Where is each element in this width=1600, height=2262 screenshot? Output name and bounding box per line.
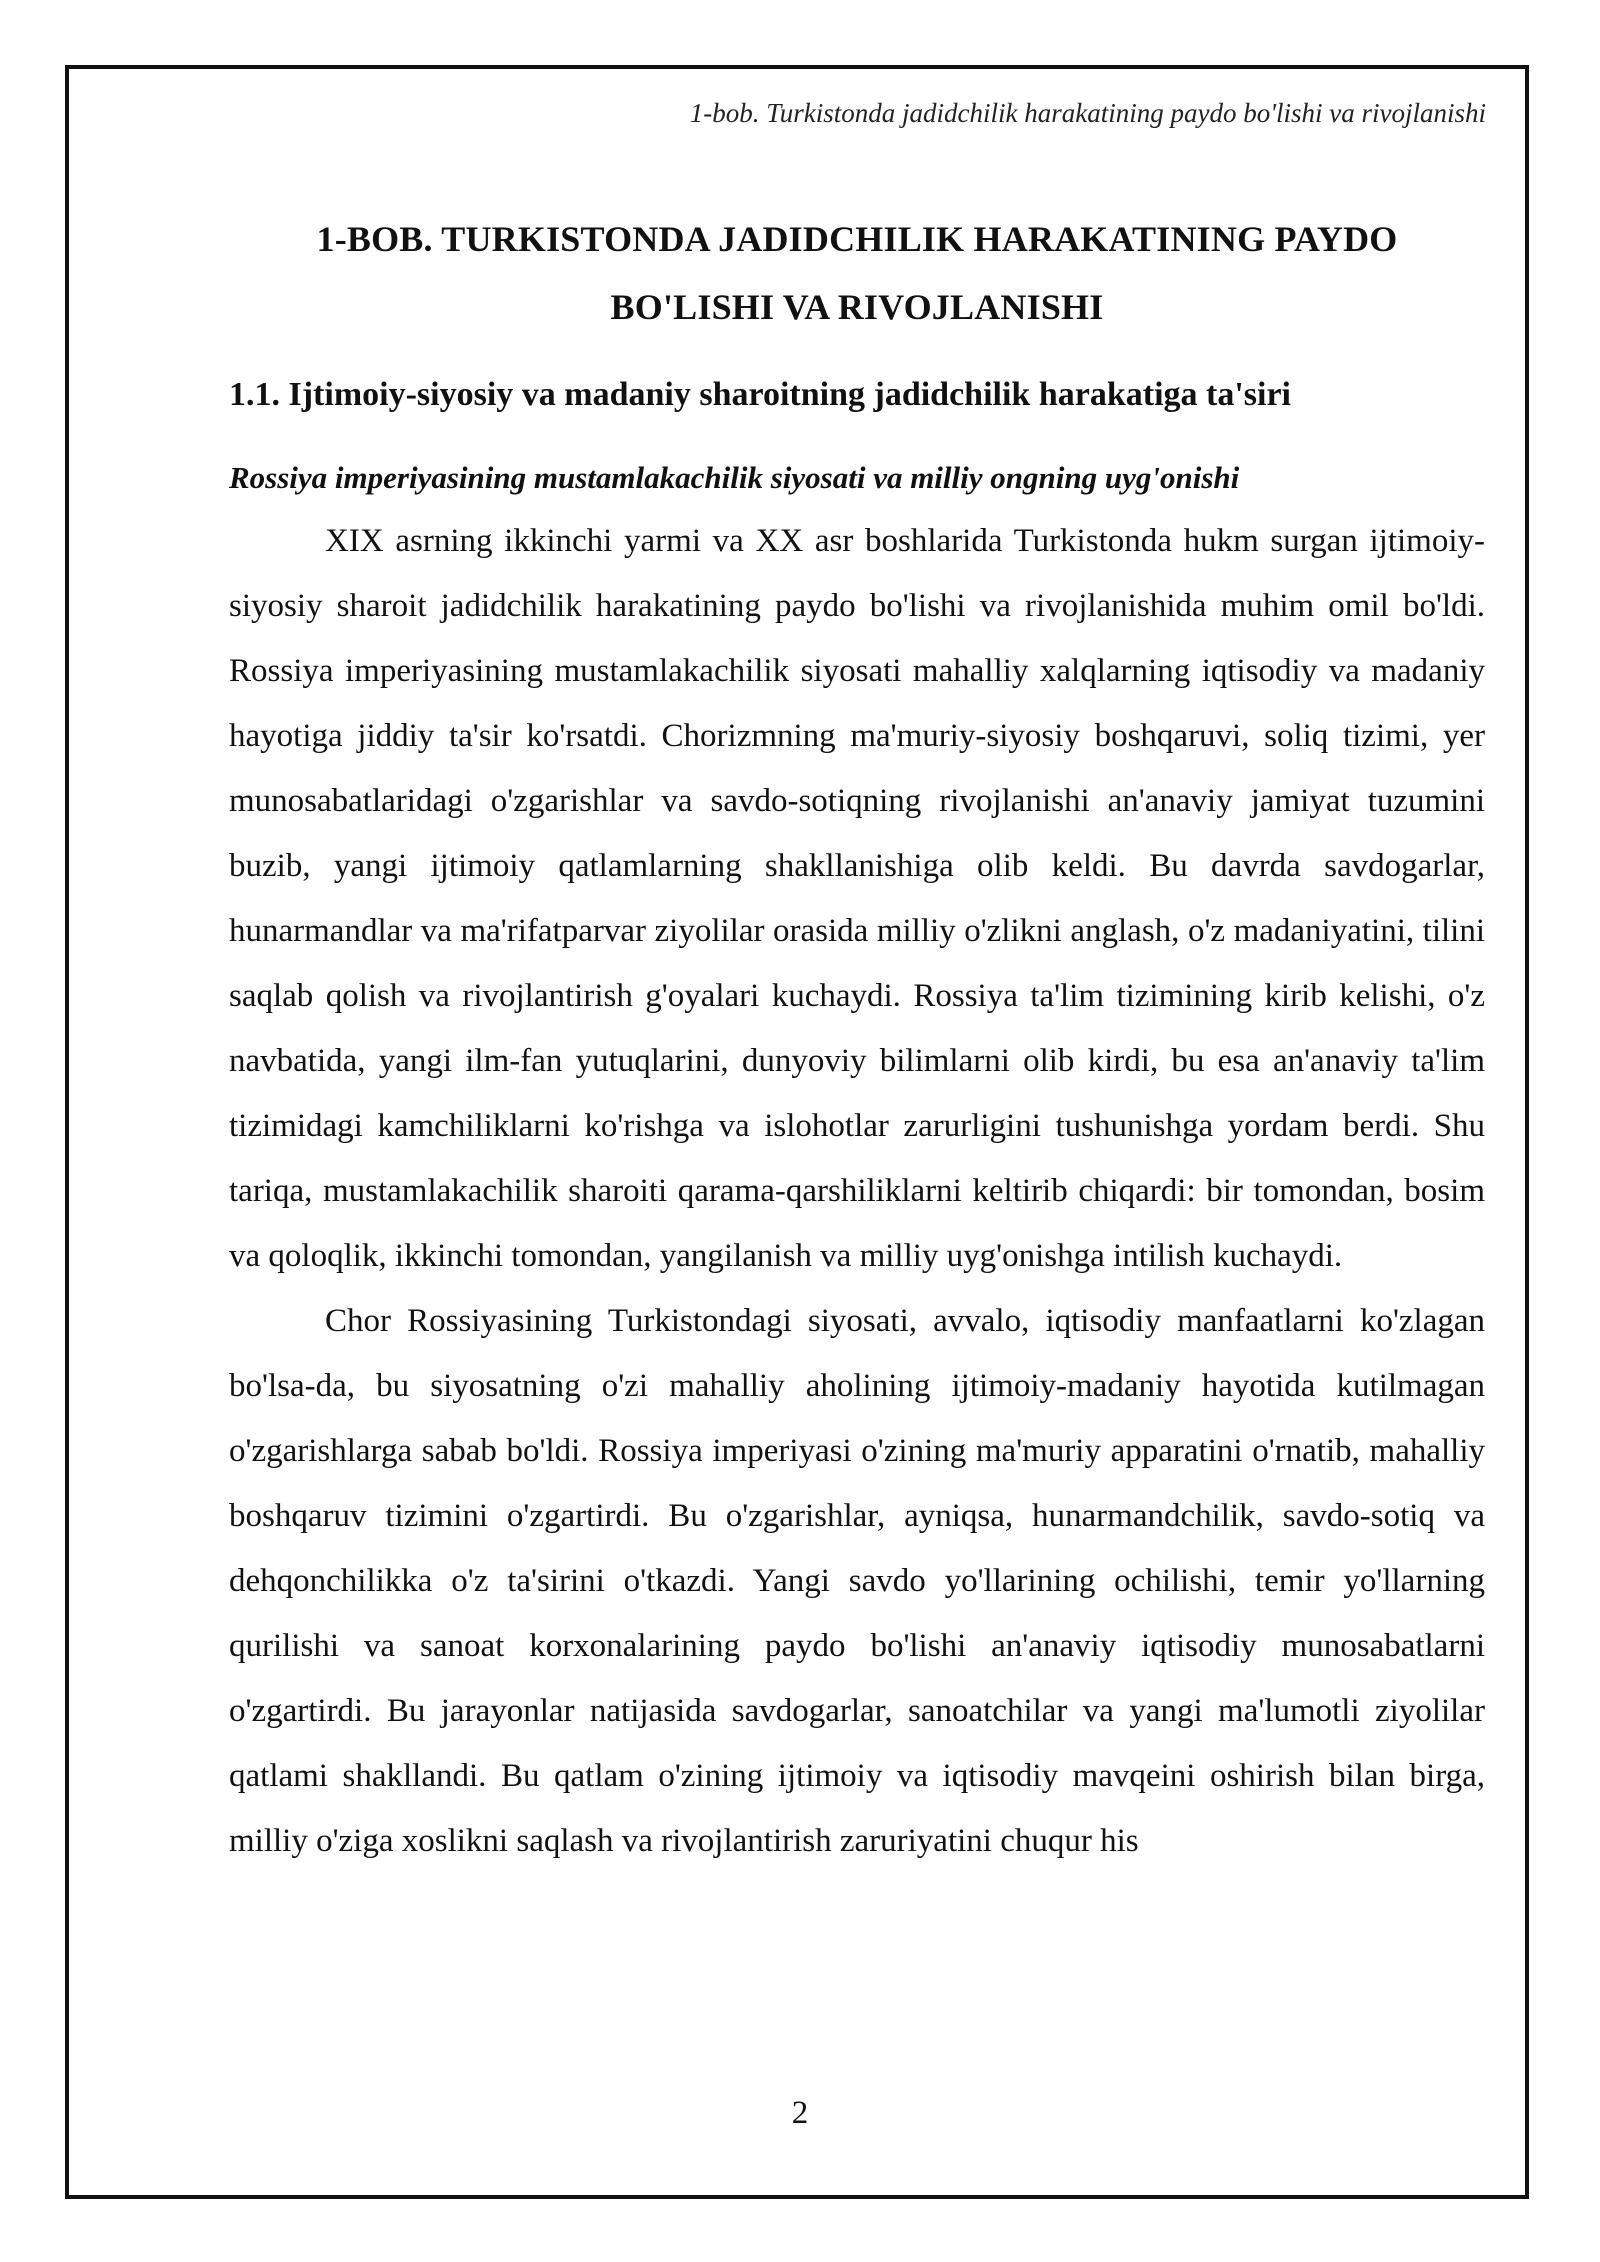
chapter-title-line-2: BO'LISHI VA RIVOJLANISHI (610, 287, 1104, 327)
subsection-title: Rossiya imperiyasining mustamlakachilik siyosati va milliy ongning uyg'onishi (229, 460, 1240, 495)
body-paragraph-2: Chor Rossiyasining Turkistondagi siyosati, avvalo, iqtisodiy manfaatlarni ko'zlagan bo'lsa-da, bu siyosatning o'zi mahalliy aholining ijtimoiy-madaniy hayotida kutilmagan o'zgarishlarga sabab bo'ldi. Rossiya imperiyasi o'zining ma'muriy apparatini o'rnatib, mahalliy boshqaruv tizimini o'zgartirdi. Bu o'zgarishlar, ayniqsa, hunarmandchilik, savdo-sotiq va dehqonchilikka o'z ta'sirini o'tkazdi. Yangi savdo yo'llarining ochilishi, temir yo'llarning qurilishi va sanoat korxonalarining paydo bo'lishi an'anaviy iqtisodiy munosabatlarni o'zgartirdi. Bu jarayonlar natijasida savdogarlar, sanoatchilar va yangi ma'lumotli ziyolilar qatlami shakllandi. Bu qatlam o'zining ijtimoiy va iqtisodiy mavqeini oshirish bilan birga, milliy o'ziga xoslikni saqlash va rivojlantirish zaruriyatini chuqur his (229, 1303, 1485, 1859)
running-header: 1-bob. Turkistonda jadidchilik harakatining paydo bo'lishi va rivojlanishi (689, 98, 1486, 128)
body-paragraph-1: XIX asrning ikkinchi yarmi va XX asr boshlarida Turkistonda hukm surgan ijtimoiy-siyosiy sharoit jadidchilik harakatining paydo bo'lishi va rivojlanishida muhim omil bo'ldi. Rossiya imperiyasining mustamlakachilik siyosati mahalliy xalqlarning iqtisodiy va madaniy hayotiga jiddiy ta'sir ko'rsatdi. Chorizmning ma'muriy-siyosiy boshqaruvi, soliq tizimi, yer munosabatlaridagi o'zgarishlar va savdo-sotiqning rivojlanishi an'anaviy jamiyat tuzumini buzib, yangi ijtimoiy qatlamlarning shakllanishiga olib keldi. Bu davrda savdogarlar, hunarmandlar va ma'rifatparvar ziyolilar orasida milliy o'zlikni anglash, o'z madaniyatini, tilini saqlab qolish va rivojlantirish g'oyalari kuchaydi. Rossiya ta'lim tizimining kirib kelishi, o'z navbatida, yangi ilm-fan yutuqlarini, dunyoviy bilimlarni olib kirdi, bu esa an'anaviy ta'lim tizimidagi kamchiliklarni ko'rishga va islohotlar zarurligini tushunishga yordam berdi. Shu tariqa, mustamlakachilik sharoiti qarama-qarshiliklarni keltirib chiqardi: bir tomondan, bosim va qoloqlik, ikkinchi tomondan, yangilanish va milliy uyg'onishga intilish kuchaydi. (229, 523, 1485, 1274)
chapter-title-line-1: 1-BOB. TURKISTONDA JADIDCHILIK HARAKATINING PAYDO (316, 219, 1398, 259)
section-title: 1.1. Ijtimoiy-siyosiy va madaniy sharoitning jadidchilik harakatiga ta'siri (229, 376, 1292, 413)
chapter-title (229, 205, 1485, 341)
page-number: 2 (791, 2095, 809, 2131)
page-content (229, 205, 1485, 1874)
